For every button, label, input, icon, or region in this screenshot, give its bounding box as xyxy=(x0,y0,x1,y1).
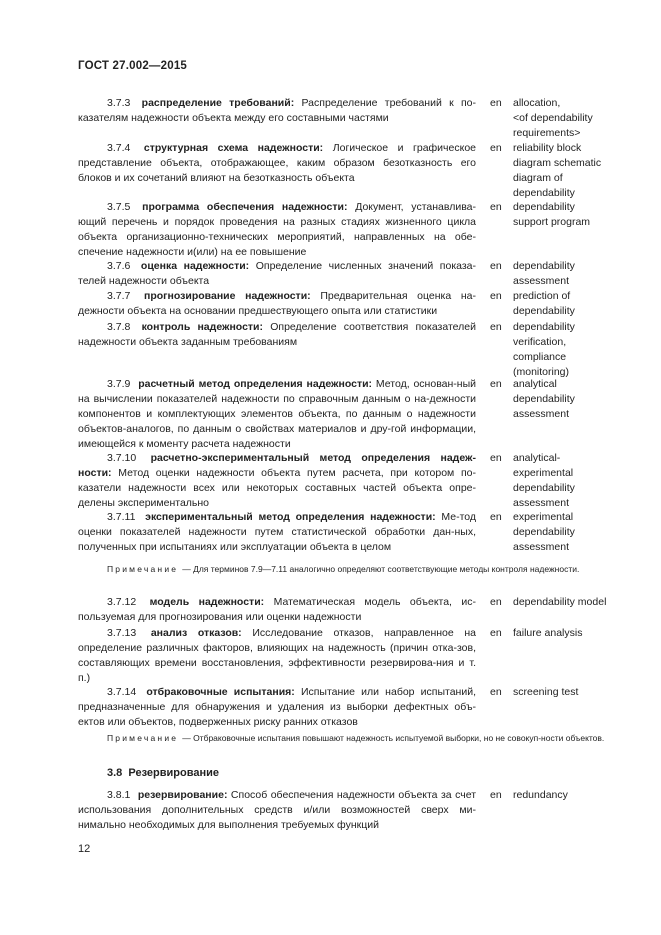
language-code: en xyxy=(490,321,502,333)
term-body xyxy=(78,685,476,730)
term-number: 3.7.11 xyxy=(107,511,136,523)
term-definition: Ме-тод оценки показателей надежности путем статистической обработки дан-ных, полученных при испытаниях или эксплуатации объекта в целом xyxy=(78,511,477,553)
document-header: ГОСТ 27.002—2015 xyxy=(78,60,188,72)
term-body xyxy=(78,377,476,452)
term-number: 3.7.13 xyxy=(107,627,137,639)
english-equivalent: screening test xyxy=(513,686,579,698)
english-equivalent: prediction of dependability xyxy=(513,290,575,317)
term-definition: Математическая модель объекта, ис-пользуемая для прогнозирования или оценки надежности xyxy=(78,596,477,623)
english-equivalent: allocation, <of dependability requirements> xyxy=(513,97,593,139)
note-label: Примечание xyxy=(107,733,179,743)
language-code: en xyxy=(490,627,502,639)
term-body xyxy=(78,200,476,260)
term-number: 3.7.4 xyxy=(107,142,131,154)
term-number: 3.7.6 xyxy=(107,260,131,272)
term-name: прогнозирование надежности: xyxy=(144,290,311,302)
note-text: — Для терминов 7.9—7.11 аналогично определяют соответствующие методы контроля надежности. xyxy=(182,564,580,574)
english-equivalent: analytical- experimental dependability assessment xyxy=(513,452,575,509)
term-number: 3.7.14 xyxy=(107,686,137,698)
term-definition: Документ, устанавлива-ющий перечень и порядок проведения на разных стадиях жизненного цикла объекта организационно-технических мероприятий, направленных на обе-спечение надежности и(или) на ее повышение xyxy=(78,201,476,258)
term-number: 3.7.9 xyxy=(107,378,131,390)
term-number: 3.7.10 xyxy=(107,452,137,464)
term-name: отбраковочные испытания: xyxy=(146,686,295,698)
term-definition: Логическое и графическое представление объекта, отображающее, каким образом безотказность его блоков и их сочетаний влияют на безотказность объекта xyxy=(78,142,477,184)
note-1 xyxy=(78,563,640,576)
term-name: программа обеспечения надежности: xyxy=(142,201,348,213)
section-heading xyxy=(107,767,219,779)
language-code: en xyxy=(490,260,502,272)
language-code: en xyxy=(490,290,502,302)
english-equivalent: redundancy xyxy=(513,789,568,801)
term-body xyxy=(78,141,476,186)
term-definition: Определение соответствия показателей надежности объекта заданным требованиям xyxy=(78,321,476,348)
page-number: 12 xyxy=(78,843,91,855)
note-label: Примечание xyxy=(107,564,179,574)
term-body xyxy=(78,510,476,555)
term-name: структурная схема надежности: xyxy=(143,142,324,154)
term-definition: Способ обеспечения надежности объекта за счет использования дополнительных средств и/или возможностей сверх ми-нимально необходимых для выполнения требуемых функций xyxy=(78,789,477,831)
term-name: расчетный метод определения надежности: xyxy=(138,378,373,390)
english-equivalent: analytical dependability assessment xyxy=(513,378,575,420)
term-definition: Определение численных значений показа-телей надежности объекта xyxy=(78,260,477,287)
english-equivalent: dependability assessment xyxy=(513,260,575,287)
term-body xyxy=(78,259,476,289)
section-number: 3.8 xyxy=(107,767,123,779)
language-code: en xyxy=(490,511,502,523)
english-equivalent: dependability model xyxy=(513,596,607,608)
term-number: 3.7.12 xyxy=(107,596,137,608)
term-body xyxy=(78,96,476,126)
term-definition: Предварительная оценка на-дежности объекта на основании предшествующего опыта или статистики xyxy=(78,290,476,317)
section-title: Резервирование xyxy=(128,767,219,779)
term-name: модель надежности: xyxy=(149,596,265,608)
term-body xyxy=(78,595,476,625)
term-name: распределение требований: xyxy=(141,97,295,109)
term-number: 3.7.7 xyxy=(107,290,131,302)
language-code: en xyxy=(490,142,502,154)
term-name: резервирование: xyxy=(137,789,228,801)
term-name: расчетно-экспериментальный метод определения надеж-ности: xyxy=(78,452,476,479)
language-code: en xyxy=(490,596,502,608)
term-definition: Метод оценки надежности объекта путем расчета, при котором по-казатели надежности всех или некоторых составных частей объекта опре-делены экспериментально xyxy=(78,466,476,509)
language-code: en xyxy=(490,201,502,213)
note-2 xyxy=(78,732,640,745)
term-name: контроль надежности: xyxy=(141,321,264,333)
english-equivalent: reliability block diagram schematic diagram of dependability xyxy=(513,142,602,199)
language-code: en xyxy=(490,686,502,698)
language-code: en xyxy=(490,789,502,801)
term-name: анализ отказов: xyxy=(150,627,242,639)
term-definition: Метод, основан-ный на вычислении показателей надежности по справочным данным о на-дежности компонентов и комплектующих элементов объекта, по данным о надежности объектов-аналогов, по данным о свойствах материалов и дру-гой информации, имеющейся к моменту расчета надежности xyxy=(78,378,477,450)
term-name: оценка надежности: xyxy=(140,260,250,272)
english-equivalent: failure analysis xyxy=(513,627,583,639)
english-equivalent: dependability support program xyxy=(513,201,591,228)
term-body xyxy=(78,451,476,511)
language-code: en xyxy=(490,452,502,464)
note-text: — Отбраковочные испытания повышают надежность испытуемой выборки, но не совокуп-ности объектов. xyxy=(182,733,605,743)
term-number: 3.7.5 xyxy=(107,201,131,213)
term-definition: Испытание или набор испытаний, предназначенные для обнаружения и удаления из выборки дефектных объ-ектов или объектов, подверженных риску ранних отказов xyxy=(78,686,476,728)
term-definition: Распределение требований к по-казателям надежности объекта между его составными частями xyxy=(78,97,477,124)
english-equivalent: dependability verification, compliance (monitoring) xyxy=(513,321,575,378)
term-definition: Исследование отказов, направленное на определение различных факторов, влияющих на надежность (причин отка-зов, составляющих времени восстановления, эффективности резервирова-ния и т. п.) xyxy=(78,627,476,684)
term-body xyxy=(78,289,476,319)
term-number: 3.8.1 xyxy=(107,789,131,801)
language-code: en xyxy=(490,97,502,109)
term-body xyxy=(78,626,476,686)
term-name: экспериментальный метод определения надежности: xyxy=(145,511,436,523)
term-number: 3.7.8 xyxy=(107,321,131,333)
language-code: en xyxy=(490,378,502,390)
term-number: 3.7.3 xyxy=(107,97,131,109)
term-body xyxy=(78,788,476,833)
term-body xyxy=(78,320,476,350)
english-equivalent: experimental dependability assessment xyxy=(513,511,575,553)
